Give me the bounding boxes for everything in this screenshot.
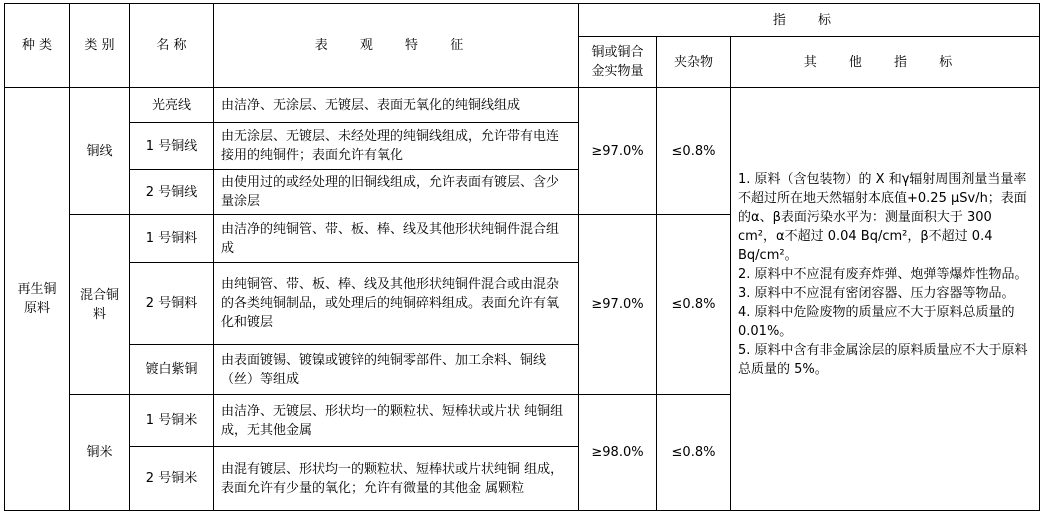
category-cell: 铜线 xyxy=(70,88,130,215)
feature-cell: 由洁净、无镀层、形状均一的颗粒状、短棒状或片状 纯铜组成，无其他金属 xyxy=(214,395,579,447)
feature-cell: 由无涂层、无镀层、未经处理的纯铜线组成，允许带有电连接用的纯铜件；表面允许有氧化 xyxy=(214,123,579,170)
header-kind: 种 类 xyxy=(5,4,70,88)
feature-cell: 由洁净、无涂层、无镀层、表面无氧化的纯铜线组成 xyxy=(214,88,579,123)
header-row-1 xyxy=(5,4,1040,37)
name-cell: 1 号铜米 xyxy=(130,395,214,447)
header-name: 名 称 xyxy=(130,4,214,88)
copper-content-cell: ≥97.0% xyxy=(579,88,657,215)
name-cell: 1 号铜料 xyxy=(130,215,214,263)
name-cell: 1 号铜线 xyxy=(130,123,214,170)
name-cell: 2 号铜米 xyxy=(130,447,214,511)
specification-table xyxy=(4,3,1040,511)
header-impurities: 夹杂物 xyxy=(657,37,731,88)
name-cell: 镀白紫铜 xyxy=(130,345,214,395)
copper-content-cell: ≥98.0% xyxy=(579,395,657,511)
kind-cell: 再生铜原料 xyxy=(5,88,70,511)
other-indicators-cell: 1. 原料（含包装物）的 X 和γ辐射周围剂量当量率不超过所在地天然辐射本底值+0.25 μSv/h；表面的α、β表面污染水平为：测量面积大于 300 cm²，α不超过 0.04 Bq/cm²，β不超过 0.4 Bq/cm²。 2. 原料中不应混有废弃炸弹、炮弹等爆炸性物品。 3. 原料中不应混有密闭容器、压力容器等物品。 4. 原料中危险废物的质量应不大于原料总质量的 0.01%。 5. 原料中含有非金属涂层的原料质量应不大于原料总质量的 5%。 xyxy=(731,88,1040,511)
impurity-cell: ≤0.8% xyxy=(657,88,731,215)
feature-cell: 由纯铜管、带、板、棒、线及其他形状纯铜件混合或由混杂的各类纯铜制品，或处理后的纯铜碎料组成。表面允许有氧化和镀层 xyxy=(214,263,579,345)
category-cell: 铜米 xyxy=(70,395,130,511)
header-category: 类 别 xyxy=(70,4,130,88)
impurity-cell: ≤0.8% xyxy=(657,215,731,395)
copper-content-cell: ≥97.0% xyxy=(579,215,657,395)
feature-cell: 由洁净的纯铜管、带、板、棒、线及其他形状纯铜件混合组成 xyxy=(214,215,579,263)
header-other-indicators: 其 他 指 标 xyxy=(731,37,1040,88)
name-cell: 2 号铜线 xyxy=(130,170,214,215)
impurity-cell: ≤0.8% xyxy=(657,395,731,511)
table-row xyxy=(5,88,1040,123)
feature-cell: 由使用过的或经处理的旧铜线组成，允许表面有镀层、含少量涂层 xyxy=(214,170,579,215)
name-cell: 光亮线 xyxy=(130,88,214,123)
header-indicators: 指 标 xyxy=(579,4,1040,37)
category-cell: 混合铜料 xyxy=(70,215,130,395)
name-cell: 2 号铜料 xyxy=(130,263,214,345)
header-features: 表 观 特 征 xyxy=(214,4,579,88)
feature-cell: 由混有镀层、形状均一的颗粒状、短棒状或片状纯铜 组成，表面允许有少量的氧化；允许有微量的其他金 属颗粒 xyxy=(214,447,579,511)
header-copper-content: 铜或铜合金实物量 xyxy=(579,37,657,88)
feature-cell: 由表面镀锡、镀镍或镀锌的纯铜零部件、加工余料、铜线（丝）等组成 xyxy=(214,345,579,395)
